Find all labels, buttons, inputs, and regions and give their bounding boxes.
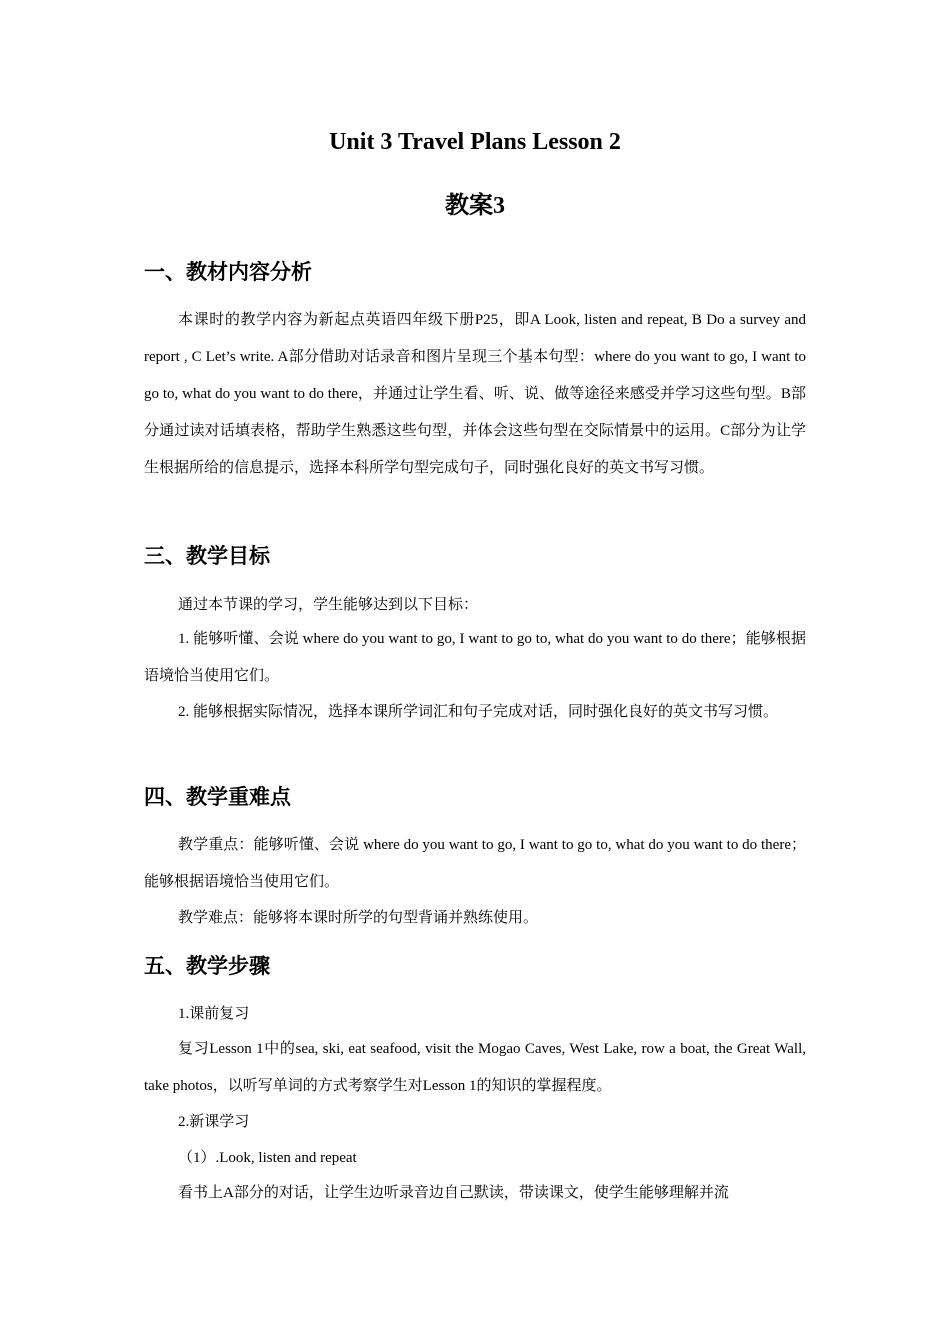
difficult-point-text: 教学难点：能够将本课时所学的句型背诵并熟练使用。 bbox=[178, 910, 539, 926]
section-heading-key-points: 四、教学重难点 bbox=[144, 785, 291, 809]
document-title: Unit 3 Travel Plans Lesson 2 bbox=[329, 129, 621, 155]
teaching-goals-intro: 通过本节课的学习，学生能够达到以下目标： bbox=[178, 597, 479, 613]
section-heading-teaching-steps: 五、教学步骤 bbox=[144, 954, 270, 978]
step2-title: 2.新课学习 bbox=[178, 1114, 250, 1130]
step1-title: 1.课前复习 bbox=[178, 1006, 250, 1022]
teaching-goal-2: 2. 能够根据实际情况，选择本课所学词汇和句子完成对话，同时强化良好的英文书写习惯。 bbox=[178, 704, 779, 720]
content-analysis-paragraph: 本课时的教学内容为新起点英语四年级下册P25，即A Look, listen and repeat, B Do a survey and report , C Let’s write. A部分借助对话录音和图片呈现三个基本句型：where do you want to go, I want to go to, what do you want to do there，并通过让学生看、听、说、做等途径来感受并学习这些句型。B部分通过读对话填表格，帮助学生熟悉这些句型，并体会这些句型在交际情景中的运用。C部分为让学生根据所给的信息提示，选择本科所学句型完成句子，同时强化良好的英文书写习惯。 bbox=[144, 312, 806, 476]
step2-text: 看书上A部分的对话，让学生边听录音边自己默读，带读课文，使学生能够理解并流 bbox=[178, 1185, 729, 1201]
section-heading-content-analysis: 一、教材内容分析 bbox=[144, 260, 312, 284]
step2-subtitle: （1）.Look, listen and repeat bbox=[178, 1150, 357, 1166]
document-subtitle: 教案3 bbox=[445, 193, 505, 219]
step1-text: 复习Lesson 1中的sea, ski, eat seafood, visit the Mogao Caves, West Lake, row a boat, the Great Wall, take photos，以听写单词的方式考察学生对Lesson 1的知识的掌握程度。 bbox=[144, 1041, 806, 1094]
section-heading-teaching-goals: 三、教学目标 bbox=[144, 544, 270, 568]
key-point-text: 教学重点：能够听懂、会说 where do you want to go, I want to go to, what do you want to do there；能够根据语境恰当使用它们。 bbox=[144, 837, 806, 890]
teaching-goal-1: 1. 能够听懂、会说 where do you want to go, I want to go to, what do you want to do there；能够根据语境恰当使用它们。 bbox=[144, 631, 806, 684]
